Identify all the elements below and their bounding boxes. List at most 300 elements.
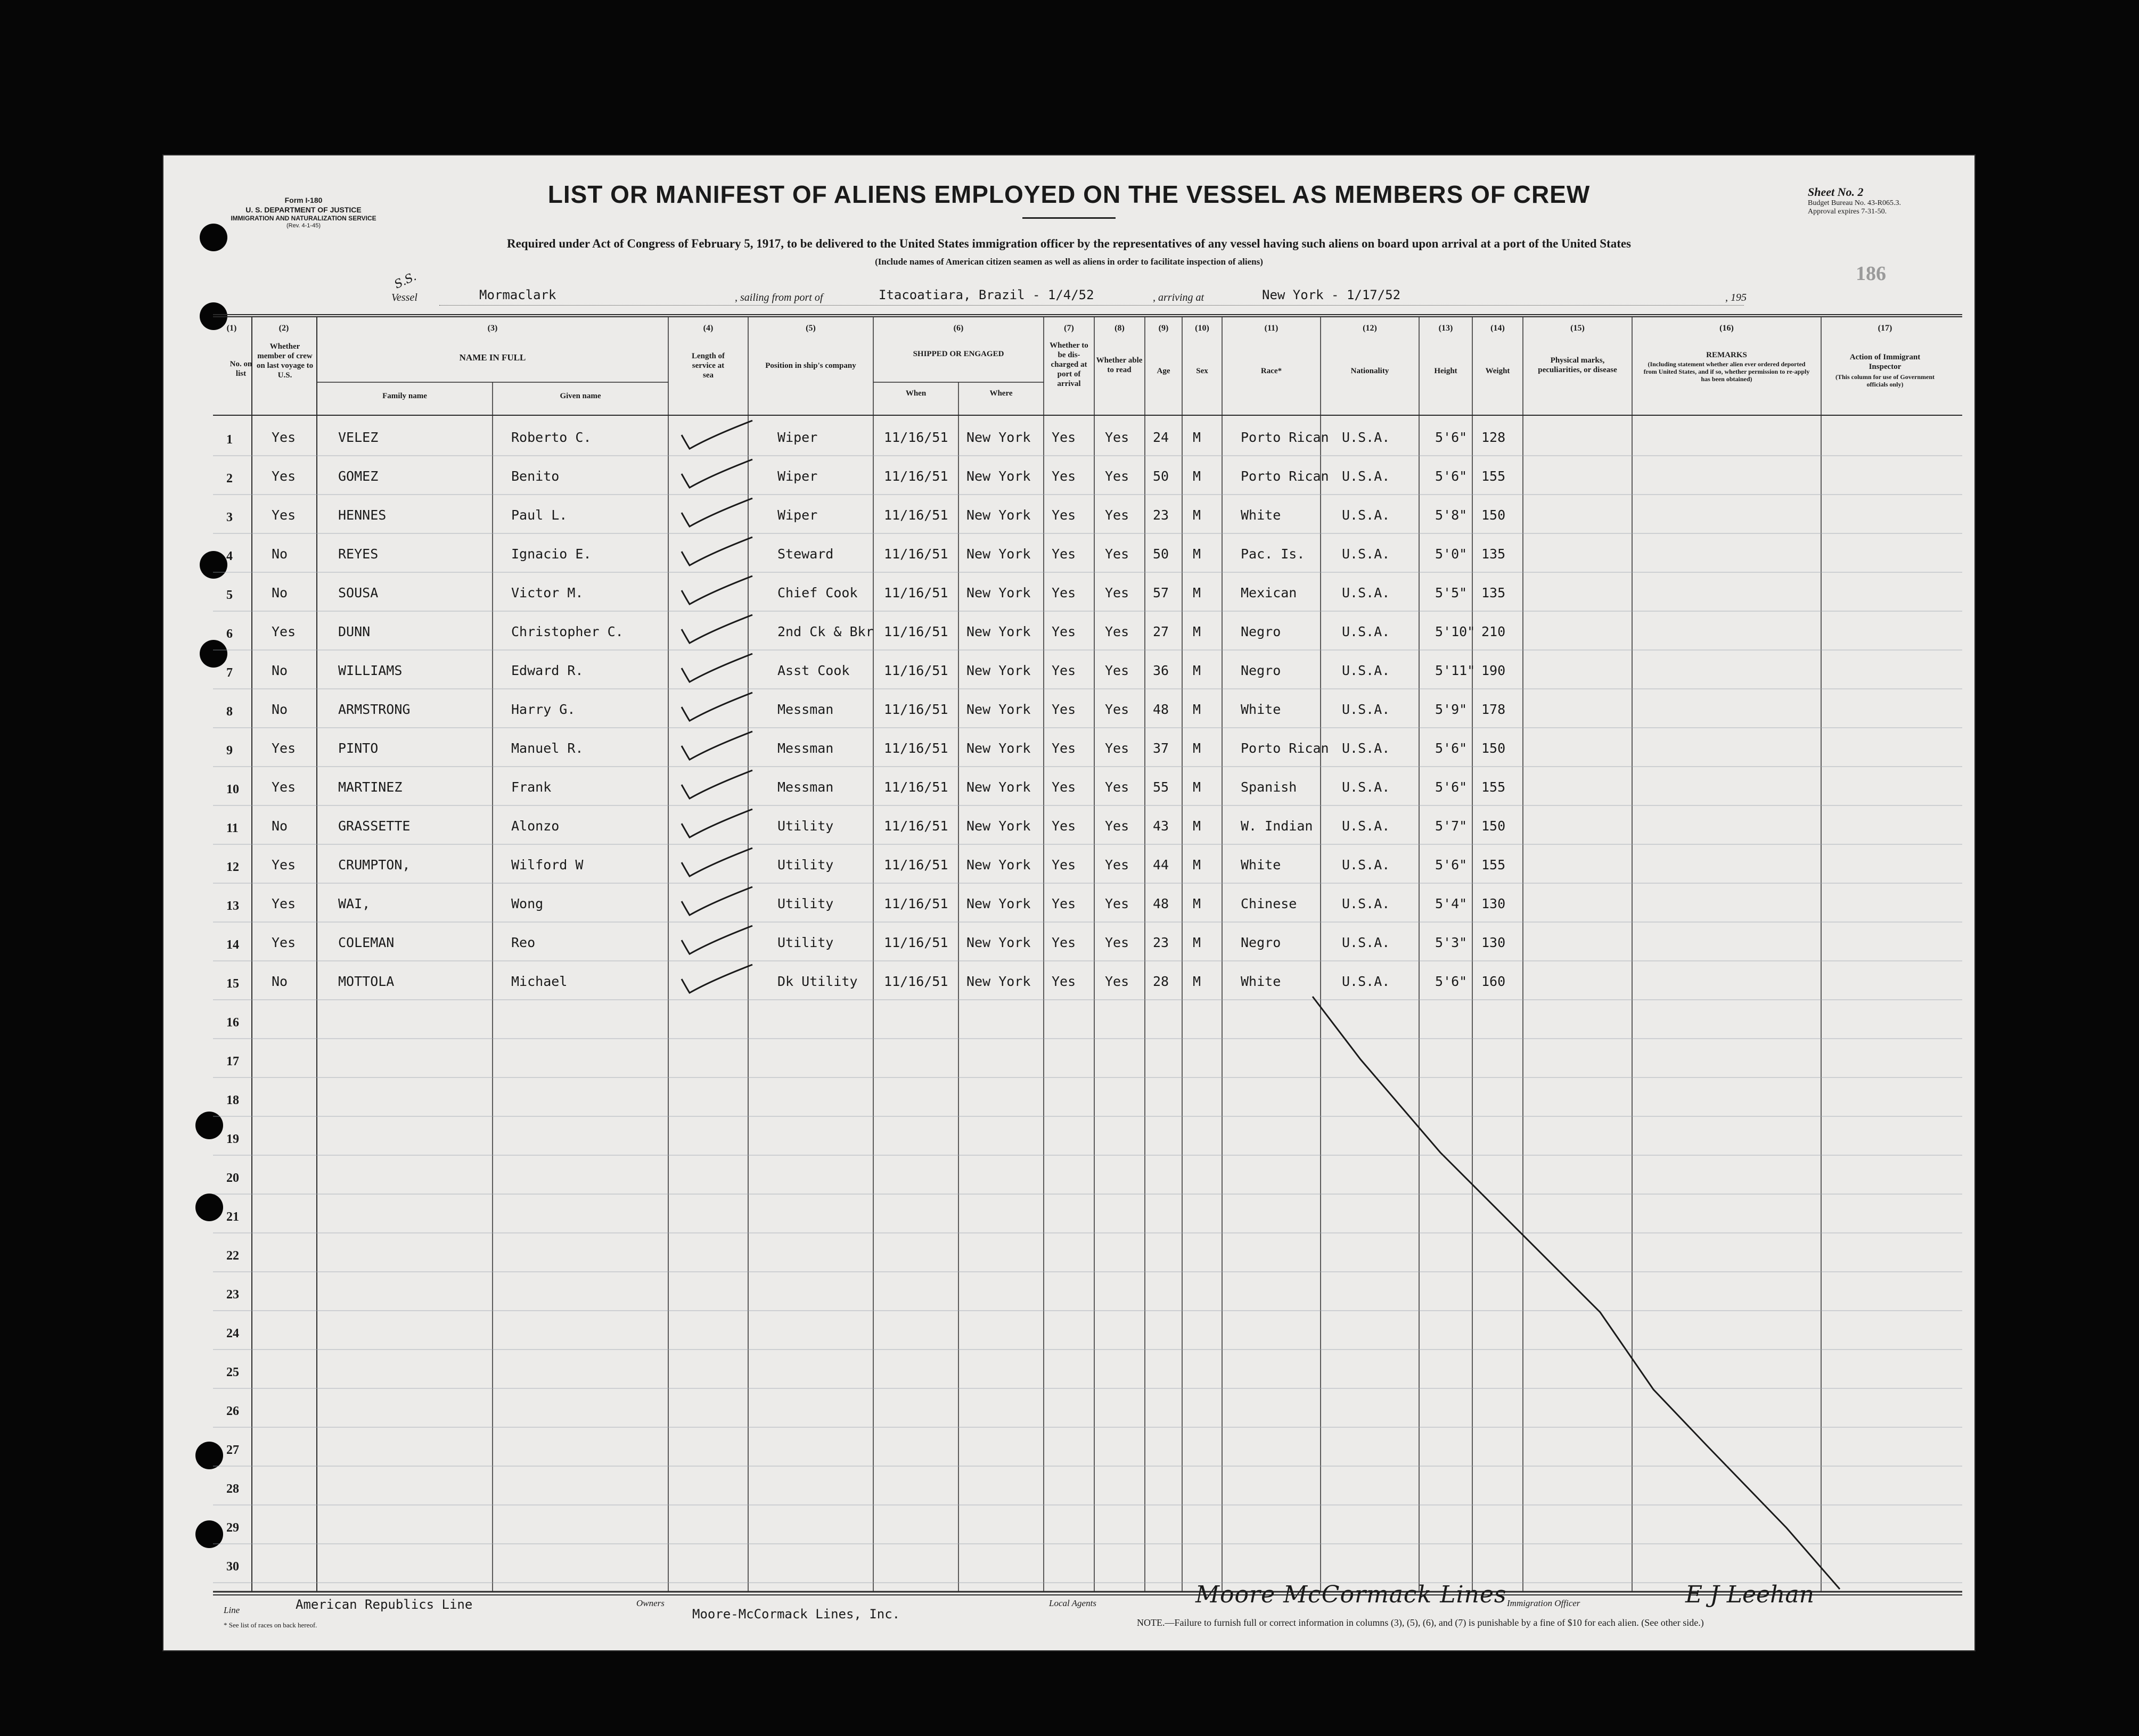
- able-to-read: Yes: [1105, 507, 1129, 523]
- col-num-7: (7): [1064, 324, 1074, 333]
- shipped-when: 11/16/51: [884, 585, 948, 600]
- col-head-where: Where: [989, 389, 1013, 398]
- col-head-age: Age: [1157, 367, 1170, 375]
- vessel-label: Vessel: [391, 292, 417, 303]
- check-mark: [682, 459, 752, 488]
- handwriting-layer: [162, 154, 1976, 1651]
- check-mark: [682, 809, 752, 837]
- prev-voyage: Yes: [272, 935, 296, 950]
- col-head-name: NAME IN FULL: [459, 352, 526, 363]
- check-mark: [682, 537, 752, 565]
- nationality: U.S.A.: [1342, 935, 1390, 950]
- sailing-label: , sailing from port of: [735, 292, 823, 303]
- prev-voyage: Yes: [272, 857, 296, 873]
- prev-voyage: Yes: [272, 430, 296, 445]
- col-head-action-sub: (This column for use of Government officials only): [1835, 373, 1935, 388]
- col-num-11: (11): [1264, 324, 1279, 333]
- height: 5'11": [1435, 663, 1476, 678]
- nationality: U.S.A.: [1342, 468, 1390, 484]
- age: 24: [1153, 430, 1169, 445]
- age: 27: [1153, 624, 1169, 639]
- position: Steward: [777, 546, 834, 562]
- year-label: , 195: [1725, 292, 1747, 303]
- shipped-where: New York: [966, 624, 1031, 639]
- nationality: U.S.A.: [1342, 585, 1390, 600]
- family-name: COLEMAN: [338, 935, 395, 950]
- discharged: Yes: [1052, 507, 1076, 523]
- col-head-family: Family name: [382, 392, 427, 400]
- family-name: DUNN: [338, 624, 371, 639]
- shipped-where: New York: [966, 702, 1031, 717]
- shipped-when: 11/16/51: [884, 779, 948, 795]
- row-number: 2: [226, 472, 233, 486]
- position: Wiper: [777, 507, 818, 523]
- arriving-label: , arriving at: [1153, 292, 1204, 303]
- row-number: 23: [226, 1288, 239, 1302]
- age: 37: [1153, 741, 1169, 756]
- position: Asst Cook: [777, 663, 850, 678]
- row-number: 4: [226, 549, 233, 563]
- weight: 130: [1481, 935, 1506, 950]
- col-num-16: (16): [1719, 324, 1734, 333]
- weight: 155: [1481, 779, 1506, 795]
- height: 5'10": [1435, 624, 1476, 639]
- col-num-1: (1): [226, 324, 237, 333]
- row-number: 26: [226, 1404, 239, 1418]
- sex: M: [1193, 430, 1201, 445]
- discharged: Yes: [1052, 702, 1076, 717]
- able-to-read: Yes: [1105, 779, 1129, 795]
- height: 5'7": [1435, 818, 1468, 834]
- sex: M: [1193, 974, 1201, 989]
- check-mark: [682, 887, 752, 915]
- prev-voyage: No: [272, 974, 288, 989]
- discharged: Yes: [1052, 546, 1076, 562]
- height: 5'6": [1435, 741, 1468, 756]
- col-head-no: No. on list: [230, 360, 252, 378]
- vessel-name: Mormaclark: [479, 287, 556, 302]
- row-number: 21: [226, 1210, 239, 1224]
- weight: 155: [1481, 468, 1506, 484]
- sex: M: [1193, 779, 1201, 795]
- department: U. S. DEPARTMENT OF JUSTICE: [245, 205, 362, 214]
- row-number: 17: [226, 1055, 239, 1068]
- col-head-shipped: SHIPPED OR ENGAGED: [913, 350, 1004, 358]
- shipped-where: New York: [966, 468, 1031, 484]
- position: 2nd Ck & Bkr: [777, 624, 874, 639]
- able-to-read: Yes: [1105, 546, 1129, 562]
- given-name: Christopher C.: [511, 624, 624, 639]
- row-number: 7: [226, 666, 233, 680]
- race: W. Indian: [1241, 818, 1313, 834]
- weight: 150: [1481, 818, 1506, 834]
- able-to-read: Yes: [1105, 585, 1129, 600]
- row-number: 29: [226, 1521, 239, 1535]
- col-num-14: (14): [1490, 324, 1505, 333]
- check-mark: [682, 770, 752, 799]
- nationality: U.S.A.: [1342, 741, 1390, 756]
- family-name: PINTO: [338, 741, 379, 756]
- age: 44: [1153, 857, 1169, 873]
- height: 5'8": [1435, 507, 1468, 523]
- row-number: 19: [226, 1132, 239, 1146]
- age: 28: [1153, 974, 1169, 989]
- row-number: 3: [226, 511, 233, 524]
- discharged: Yes: [1052, 818, 1076, 834]
- nationality: U.S.A.: [1342, 702, 1390, 717]
- col-head-remarks: REMARKS: [1706, 351, 1747, 359]
- row-number: 5: [226, 588, 233, 602]
- shipped-when: 11/16/51: [884, 935, 948, 950]
- prev-voyage: No: [272, 702, 288, 717]
- check-mark: [682, 615, 752, 643]
- family-name: MOTTOLA: [338, 974, 395, 989]
- prev-voyage: No: [272, 546, 288, 562]
- age: 36: [1153, 663, 1169, 678]
- given-name: Edward R.: [511, 663, 584, 678]
- col-num-8: (8): [1114, 324, 1125, 333]
- position: Utility: [777, 935, 834, 950]
- discharged: Yes: [1052, 741, 1076, 756]
- age: 55: [1153, 779, 1169, 795]
- position: Wiper: [777, 468, 818, 484]
- shipped-when: 11/16/51: [884, 430, 948, 445]
- sex: M: [1193, 896, 1201, 911]
- col-num-9: (9): [1158, 324, 1169, 333]
- given-name: Manuel R.: [511, 741, 584, 756]
- position: Utility: [777, 896, 834, 911]
- prev-voyage: Yes: [272, 741, 296, 756]
- height: 5'6": [1435, 857, 1468, 873]
- shipped-when: 11/16/51: [884, 974, 948, 989]
- col-head-weight: Weight: [1485, 367, 1510, 375]
- line-label: Line: [224, 1605, 240, 1615]
- check-mark: [682, 693, 752, 721]
- nationality: U.S.A.: [1342, 818, 1390, 834]
- weight: 150: [1481, 507, 1506, 523]
- shipped-where: New York: [966, 818, 1031, 834]
- row-number: 20: [226, 1171, 239, 1185]
- race: Negro: [1241, 663, 1281, 678]
- age: 23: [1153, 935, 1169, 950]
- shipped-where: New York: [966, 585, 1031, 600]
- shipped-where: New York: [966, 779, 1031, 795]
- position: Messman: [777, 741, 834, 756]
- given-name: Michael: [511, 974, 568, 989]
- col-head-position: Position in ship's company: [765, 361, 856, 370]
- check-mark: [682, 731, 752, 760]
- budget-bureau: Budget Bureau No. 43-R065.3.: [1808, 199, 1901, 207]
- race: Porto Rican: [1241, 430, 1329, 445]
- row-number: 15: [226, 977, 239, 991]
- sex: M: [1193, 663, 1201, 678]
- given-name: Wong: [511, 896, 544, 911]
- sex: M: [1193, 468, 1201, 484]
- able-to-read: Yes: [1105, 663, 1129, 678]
- col-num-12: (12): [1363, 324, 1377, 333]
- sex: M: [1193, 935, 1201, 950]
- position: Messman: [777, 702, 834, 717]
- row-number: 22: [226, 1249, 239, 1263]
- height: 5'4": [1435, 896, 1468, 911]
- col-head-height: Height: [1434, 367, 1457, 375]
- prev-voyage: Yes: [272, 468, 296, 484]
- given-name: Wilford W: [511, 857, 584, 873]
- row-number: 12: [226, 860, 239, 874]
- check-mark: [682, 848, 752, 876]
- row-number: 9: [226, 744, 233, 758]
- race: Chinese: [1241, 896, 1297, 911]
- given-name: Victor M.: [511, 585, 584, 600]
- row-number: 13: [226, 899, 239, 913]
- able-to-read: Yes: [1105, 624, 1129, 639]
- cancel-line: [1313, 997, 1840, 1589]
- shipped-where: New York: [966, 741, 1031, 756]
- shipped-when: 11/16/51: [884, 896, 948, 911]
- agents-signature: Moore McCormack Lines: [1195, 1581, 1507, 1608]
- check-mark: [682, 654, 752, 682]
- shipped-where: New York: [966, 546, 1031, 562]
- discharged: Yes: [1052, 468, 1076, 484]
- col-num-4: (4): [703, 324, 714, 333]
- sex: M: [1193, 546, 1201, 562]
- race: White: [1241, 857, 1281, 873]
- race: Negro: [1241, 624, 1281, 639]
- shipped-where: New York: [966, 974, 1031, 989]
- prev-voyage: No: [272, 585, 288, 600]
- row-number: 10: [226, 783, 239, 796]
- age: 48: [1153, 702, 1169, 717]
- row-number: 18: [226, 1093, 239, 1107]
- row-number: 30: [226, 1560, 239, 1574]
- weight: 150: [1481, 741, 1506, 756]
- nationality: U.S.A.: [1342, 779, 1390, 795]
- height: 5'3": [1435, 935, 1468, 950]
- discharged: Yes: [1052, 585, 1076, 600]
- col-head-given: Given name: [560, 392, 601, 400]
- prev-voyage: Yes: [272, 779, 296, 795]
- col-head-prev-voyage: Whether member of crew on last voyage to U.S.: [256, 342, 314, 380]
- officer-signature: E J Leehan: [1685, 1581, 1814, 1608]
- race: Mexican: [1241, 585, 1297, 600]
- family-name: ARMSTRONG: [338, 702, 411, 717]
- col-head-nationality: Nationality: [1350, 367, 1389, 375]
- shipped-when: 11/16/51: [884, 546, 948, 562]
- given-name: Harry G.: [511, 702, 576, 717]
- position: Wiper: [777, 430, 818, 445]
- approval: Approval expires 7-31-50.: [1808, 208, 1887, 216]
- form-number: Form I-180: [284, 196, 323, 204]
- race: White: [1241, 507, 1281, 523]
- prev-voyage: Yes: [272, 507, 296, 523]
- able-to-read: Yes: [1105, 702, 1129, 717]
- race: Pac. Is.: [1241, 546, 1305, 562]
- shipped-when: 11/16/51: [884, 857, 948, 873]
- shipped-when: 11/16/51: [884, 818, 948, 834]
- race: Porto Rican: [1241, 741, 1329, 756]
- family-name: WILLIAMS: [338, 663, 403, 678]
- race: White: [1241, 702, 1281, 717]
- family-name: REYES: [338, 546, 379, 562]
- col-head-action: Action of Immigrant Inspector: [1849, 353, 1921, 371]
- height: 5'5": [1435, 585, 1468, 600]
- check-mark: [682, 498, 752, 526]
- row-number: 11: [226, 821, 239, 835]
- discharged: Yes: [1052, 430, 1076, 445]
- shipped-when: 11/16/51: [884, 702, 948, 717]
- family-name: VELEZ: [338, 430, 379, 445]
- col-head-read: Whether able to read: [1096, 356, 1143, 374]
- age: 57: [1153, 585, 1169, 600]
- sheet-number: Sheet No. 2: [1808, 185, 1864, 199]
- height: 5'0": [1435, 546, 1468, 562]
- col-head-race: Race*: [1260, 367, 1282, 375]
- weight: 130: [1481, 896, 1506, 911]
- given-name: Paul L.: [511, 507, 568, 523]
- service: IMMIGRATION AND NATURALIZATION SERVICE: [231, 215, 376, 222]
- weight: 190: [1481, 663, 1506, 678]
- weight: 128: [1481, 430, 1506, 445]
- discharged: Yes: [1052, 896, 1076, 911]
- family-name: CRUMPTON,: [338, 857, 411, 873]
- col-num-6: (6): [953, 324, 964, 333]
- subtitle-note: (Include names of American citizen seamen as well as aliens in order to facilitate inspection of aliens): [875, 257, 1263, 267]
- row-number: 27: [226, 1443, 239, 1457]
- weight: 135: [1481, 546, 1506, 562]
- row-number: 25: [226, 1365, 239, 1379]
- row-number: 14: [226, 938, 239, 952]
- sex: M: [1193, 624, 1201, 639]
- given-name: Ignacio E.: [511, 546, 592, 562]
- col-num-5: (5): [806, 324, 816, 333]
- weight: 160: [1481, 974, 1506, 989]
- given-name: Roberto C.: [511, 430, 592, 445]
- officer-label: Immigration Officer: [1507, 1598, 1580, 1608]
- col-head-discharged: Whether to be dis-charged at port of arrival: [1050, 341, 1088, 388]
- nationality: U.S.A.: [1342, 974, 1390, 989]
- col-num-3: (3): [487, 324, 498, 333]
- manifest-sheet: [162, 154, 1976, 1651]
- owners-value: Moore-McCormack Lines, Inc.: [692, 1607, 900, 1622]
- penalty-note: NOTE.—Failure to furnish full or correct information in columns (3), (5), (6), and (7) is punishable by a fine of $10 for each alien. (See other side.): [1137, 1617, 1704, 1628]
- owners-label: Owners: [636, 1598, 665, 1608]
- shipped-where: New York: [966, 507, 1031, 523]
- sex: M: [1193, 702, 1201, 717]
- col-head-remarks-sub: (Including statement whether alien ever ordered deported from United States, and if so, whether permission to re-apply has been obtained): [1643, 360, 1810, 383]
- row-number: 8: [226, 705, 233, 719]
- weight: 210: [1481, 624, 1506, 639]
- shipped-when: 11/16/51: [884, 663, 948, 678]
- shipped-where: New York: [966, 896, 1031, 911]
- race: Negro: [1241, 935, 1281, 950]
- family-name: SOUSA: [338, 585, 379, 600]
- able-to-read: Yes: [1105, 896, 1129, 911]
- given-name: Alonzo: [511, 818, 560, 834]
- page-title: LIST OR MANIFEST OF ALIENS EMPLOYED ON THE VESSEL AS MEMBERS OF CREW: [547, 180, 1591, 208]
- position: Dk Utility: [777, 974, 858, 989]
- subtitle: Required under Act of Congress of February 5, 1917, to be delivered to the United States immigration officer by the representatives of any vessel having such aliens on board upon arrival at a port of the United States: [506, 237, 1632, 250]
- height: 5'6": [1435, 430, 1468, 445]
- able-to-read: Yes: [1105, 935, 1129, 950]
- nationality: U.S.A.: [1342, 546, 1390, 562]
- height: 5'9": [1435, 702, 1468, 717]
- family-name: MARTINEZ: [338, 779, 403, 795]
- sex: M: [1193, 507, 1201, 523]
- check-mark: [682, 576, 752, 604]
- prev-voyage: No: [272, 663, 288, 678]
- age: 50: [1153, 546, 1169, 562]
- sex: M: [1193, 857, 1201, 873]
- revision: (Rev. 4-1-45): [286, 223, 321, 229]
- age: 43: [1153, 818, 1169, 834]
- row-number: 24: [226, 1327, 239, 1340]
- able-to-read: Yes: [1105, 741, 1129, 756]
- able-to-read: Yes: [1105, 430, 1129, 445]
- position: Utility: [777, 818, 834, 834]
- discharged: Yes: [1052, 857, 1076, 873]
- discharged: Yes: [1052, 624, 1076, 639]
- check-mark: [682, 421, 752, 449]
- col-head-physical: Physical marks, peculiarities, or disease: [1538, 356, 1617, 374]
- shipped-when: 11/16/51: [884, 507, 948, 523]
- age: 50: [1153, 468, 1169, 484]
- able-to-read: Yes: [1105, 857, 1129, 873]
- sailing-port: Itacoatiara, Brazil - 1/4/52: [879, 287, 1094, 302]
- family-name: GOMEZ: [338, 468, 379, 484]
- row-number: 1: [226, 433, 233, 447]
- family-name: GRASSETTE: [338, 818, 411, 834]
- height: 5'6": [1435, 779, 1468, 795]
- row-number: 6: [226, 627, 233, 641]
- check-mark: [682, 926, 752, 954]
- race: Porto Rican: [1241, 468, 1329, 484]
- shipped-where: New York: [966, 857, 1031, 873]
- discharged: Yes: [1052, 779, 1076, 795]
- given-name: Frank: [511, 779, 552, 795]
- age: 23: [1153, 507, 1169, 523]
- position: Messman: [777, 779, 834, 795]
- position: Utility: [777, 857, 834, 873]
- discharged: Yes: [1052, 935, 1076, 950]
- col-num-13: (13): [1438, 324, 1453, 333]
- family-name: WAI,: [338, 896, 371, 911]
- prev-voyage: Yes: [272, 896, 296, 911]
- discharged: Yes: [1052, 974, 1076, 989]
- line-value: American Republics Line: [296, 1597, 473, 1612]
- able-to-read: Yes: [1105, 468, 1129, 484]
- sex: M: [1193, 818, 1201, 834]
- weight: 155: [1481, 857, 1506, 873]
- nationality: U.S.A.: [1342, 857, 1390, 873]
- col-head-when: When: [905, 389, 927, 398]
- vessel-prefix: S.S.: [392, 270, 419, 292]
- check-mark: [682, 965, 752, 993]
- row-number: 16: [226, 1016, 239, 1030]
- col-num-10: (10): [1195, 324, 1209, 333]
- prev-voyage: Yes: [272, 624, 296, 639]
- height: 5'6": [1435, 974, 1468, 989]
- nationality: U.S.A.: [1342, 663, 1390, 678]
- races-note: * See list of races on back hereof.: [224, 1621, 317, 1629]
- family-name: HENNES: [338, 507, 387, 523]
- sex: M: [1193, 585, 1201, 600]
- arriving-port: New York - 1/17/52: [1262, 287, 1401, 302]
- col-head-service: Length of service at sea: [691, 352, 725, 380]
- col-num-15: (15): [1570, 324, 1585, 333]
- able-to-read: Yes: [1105, 818, 1129, 834]
- sex: M: [1193, 741, 1201, 756]
- height: 5'6": [1435, 468, 1468, 484]
